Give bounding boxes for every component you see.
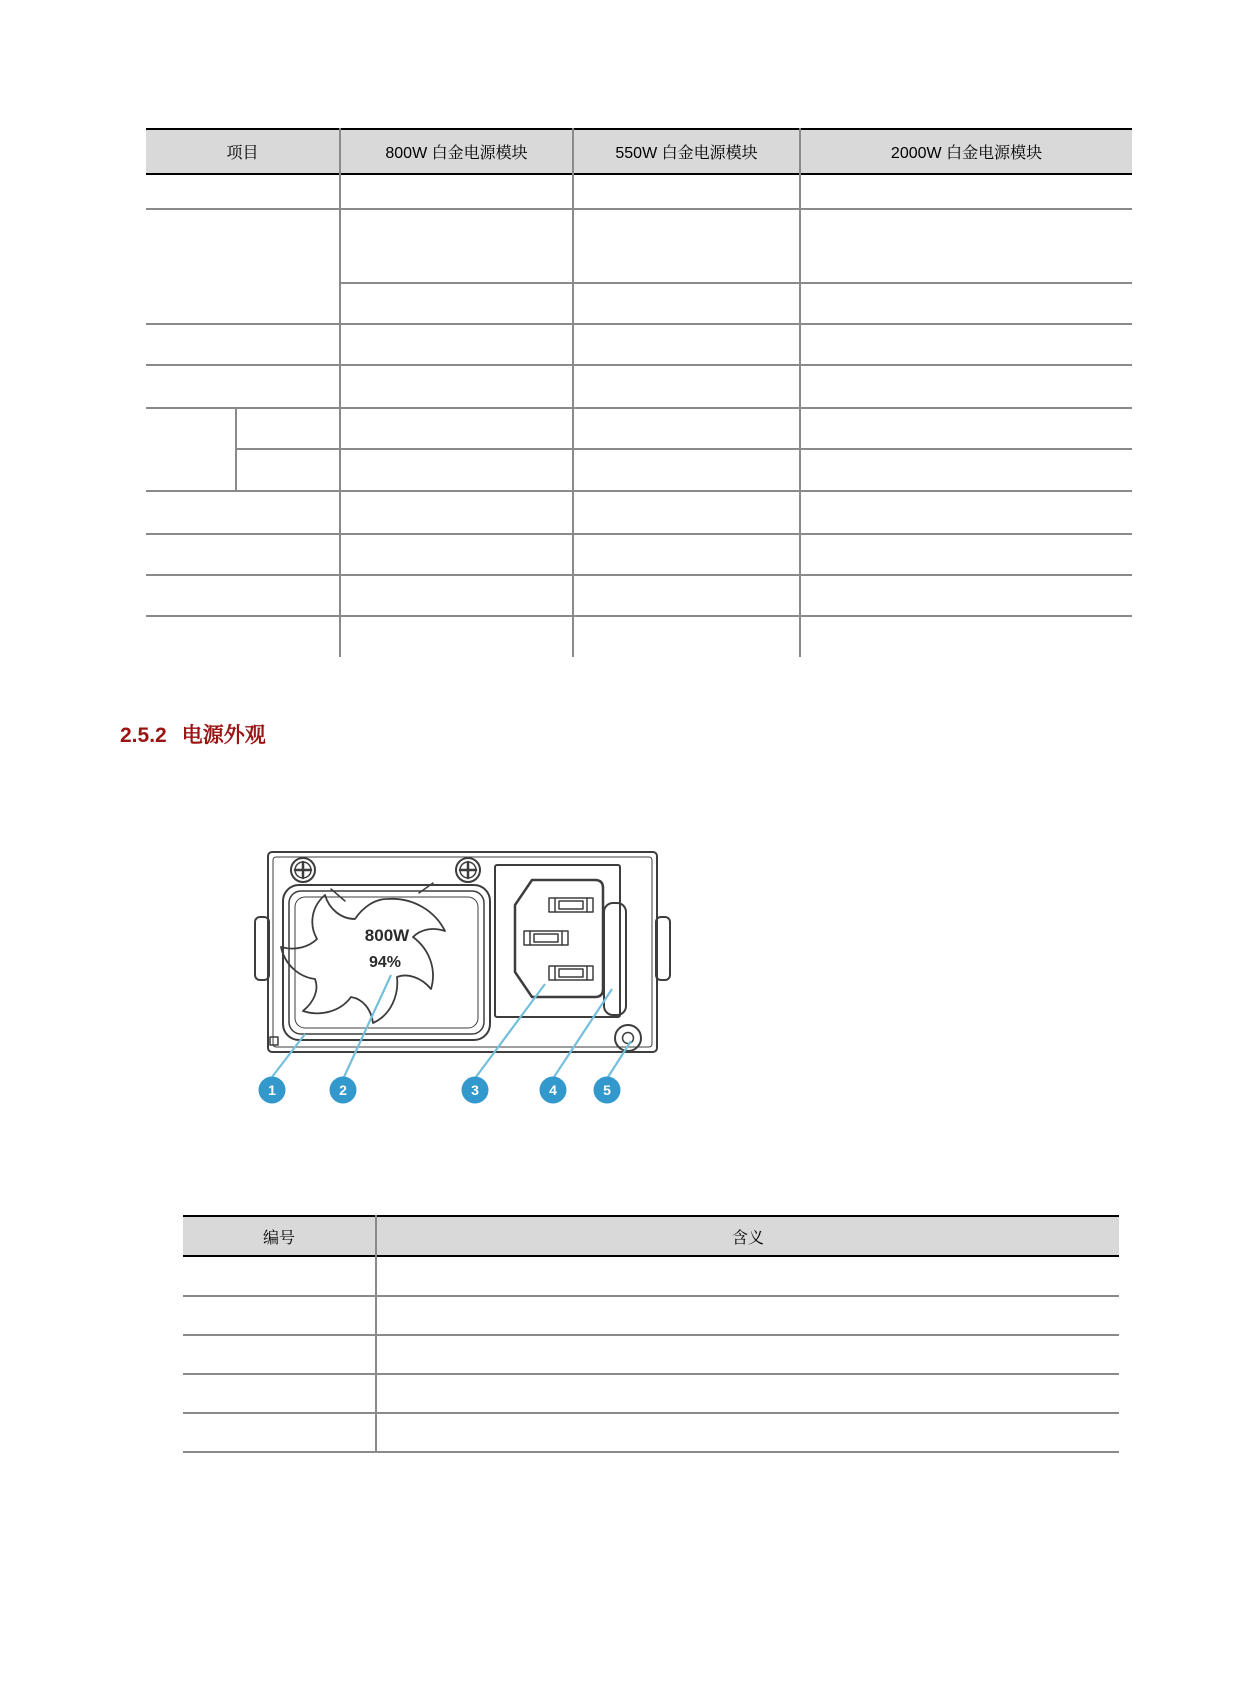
inlet-slot (524, 931, 568, 945)
callout-leader-lines (272, 975, 631, 1077)
screw-icon (291, 858, 315, 882)
psu-wattage-label: 800W (364, 926, 410, 945)
spec-table (146, 128, 1132, 657)
grid-line (183, 1412, 1119, 1414)
psu-right-tab (656, 917, 670, 980)
grid-line (146, 364, 1132, 366)
callout-number-5: 5 (603, 1082, 611, 1098)
callout-bubbles (259, 1077, 621, 1104)
grid-line (146, 407, 1132, 409)
psu-figure (183, 827, 740, 1142)
fan-icon (281, 895, 445, 1023)
legend-table (183, 1215, 1119, 1453)
grid-line (183, 1334, 1119, 1336)
inlet-slot (549, 966, 593, 980)
section-number: 2.5.2 (120, 724, 167, 747)
grid-line (146, 490, 1132, 492)
inlet-slot (549, 898, 593, 912)
callout-number-2: 2 (339, 1082, 347, 1098)
psu-chassis-outline (268, 852, 657, 1052)
grid-line (235, 448, 1132, 450)
legend-table-header-row (183, 1217, 1119, 1255)
spec-table-header-row (146, 130, 1132, 173)
grid-line (146, 615, 1132, 617)
spec-table-header-800w: 800W 白金电源模块 (385, 145, 528, 162)
section-heading (120, 719, 266, 749)
callout-number-1: 1 (268, 1082, 276, 1098)
grid-line (183, 1373, 1119, 1375)
psu-latch-bar (604, 903, 626, 1015)
grid-line (146, 574, 1132, 576)
section-title: 电源外观 (181, 724, 266, 747)
spec-table-header-item: 项目 (226, 145, 259, 162)
grid-line (146, 323, 1132, 325)
screw-icon (456, 858, 480, 882)
spec-table-header-bottom-border (146, 173, 1132, 175)
grid-line (183, 1295, 1119, 1297)
grid-line (146, 533, 1132, 535)
psu-left-tab (255, 917, 269, 980)
callout-number-4: 4 (549, 1082, 557, 1098)
spec-table-header-550w: 550W 白金电源模块 (615, 145, 758, 162)
legend-table-header-number: 编号 (262, 1229, 295, 1247)
legend-table-header-bottom-border (183, 1255, 1119, 1257)
grid-line (339, 282, 1132, 284)
legend-table-header-meaning: 含义 (731, 1229, 764, 1247)
spec-table-header-2000w: 2000W 白金电源模块 (890, 145, 1043, 162)
psu-efficiency-label: 94% (368, 954, 402, 971)
grid-line (146, 208, 1132, 210)
psu-drawing (183, 827, 740, 1142)
grid-line (183, 1451, 1119, 1453)
psu-corner-foot (270, 1037, 278, 1045)
callout-number-3: 3 (471, 1082, 479, 1098)
